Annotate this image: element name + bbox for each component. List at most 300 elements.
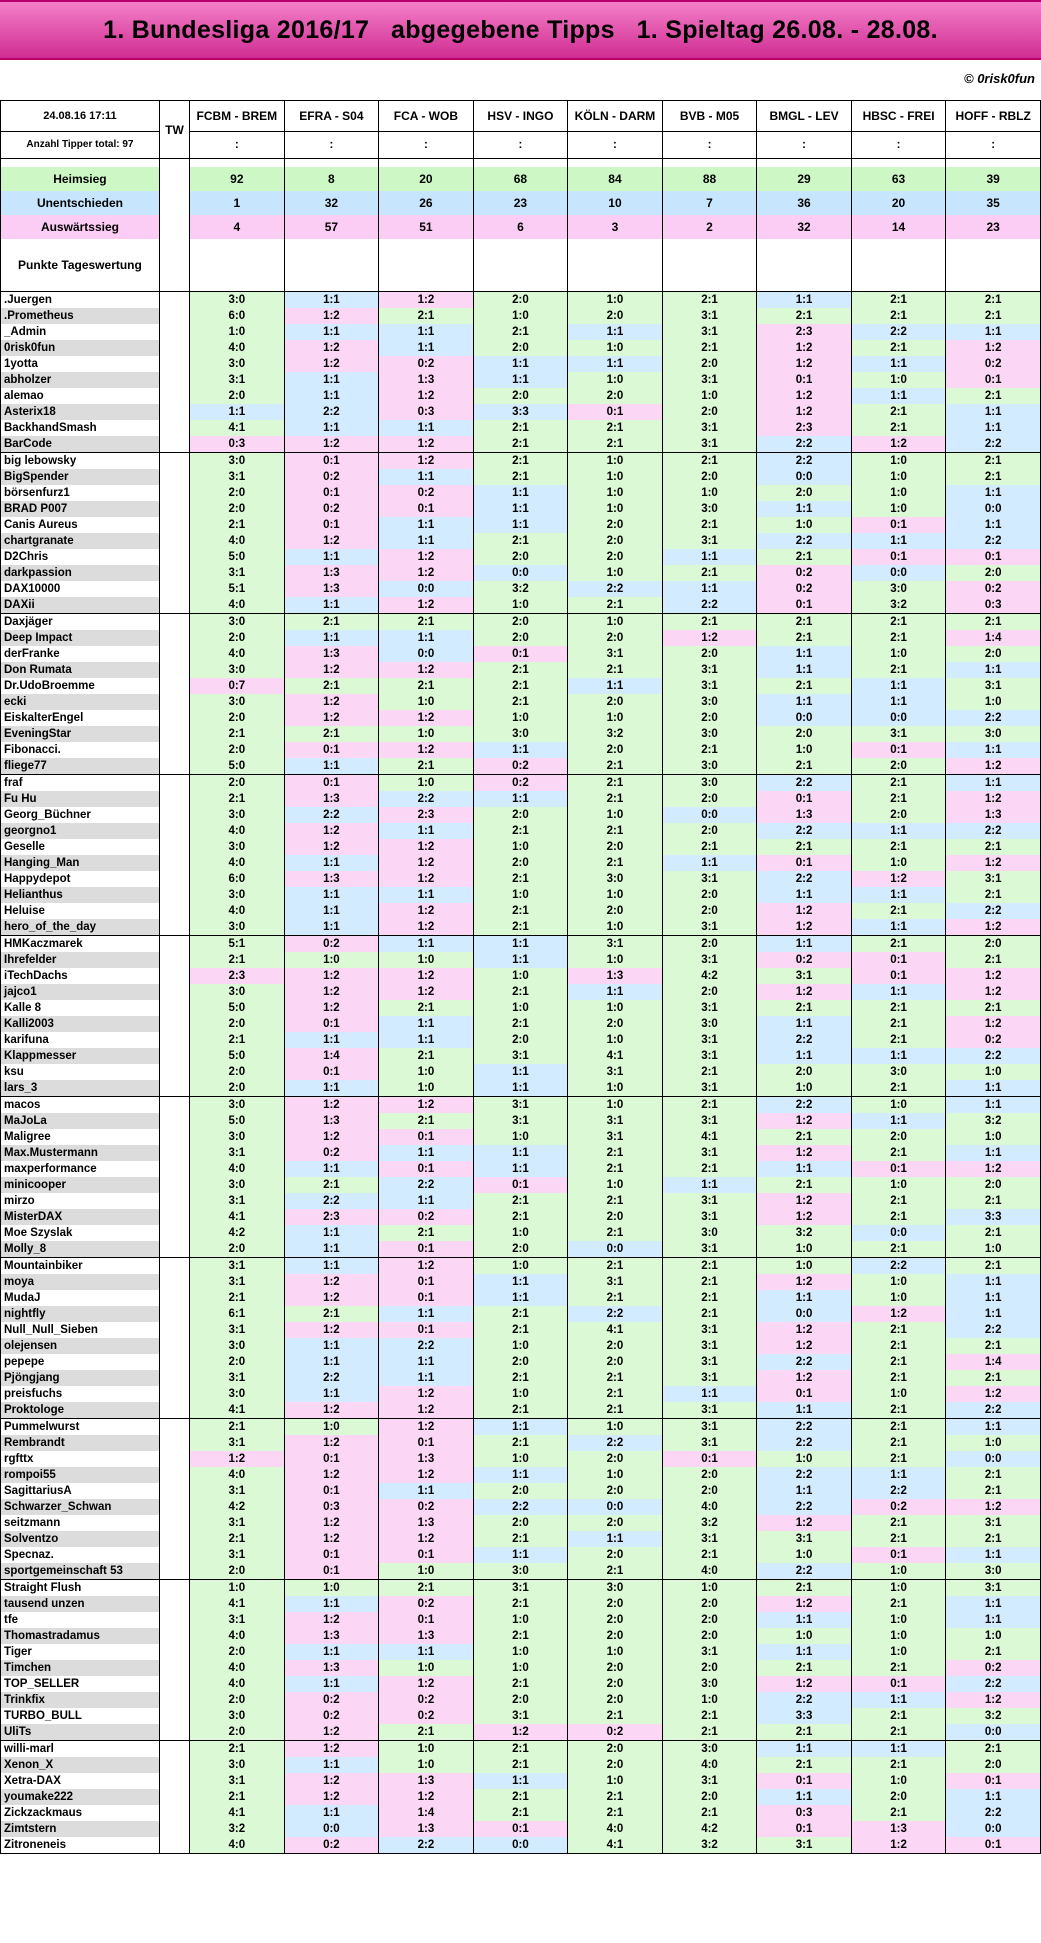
tw-cell (159, 1402, 189, 1419)
table-row (1, 871, 1041, 887)
tip-cell: 1:0 (851, 1290, 946, 1306)
tip-cell: 2:1 (473, 1596, 568, 1612)
tip-cell: 1:0 (946, 1435, 1041, 1451)
tip-cell: 3:1 (662, 1370, 757, 1386)
tip-cell: 2:1 (473, 1306, 568, 1322)
table-row (1, 1419, 1041, 1436)
tip-cell: 2:1 (379, 1000, 474, 1016)
tip-cell: 1:0 (946, 1064, 1041, 1080)
tip-cell: 2:1 (473, 1193, 568, 1209)
tip-cell: 0:0 (473, 565, 568, 581)
player-name: willi-marl (1, 1741, 160, 1758)
tip-cell: 1:0 (379, 1660, 474, 1676)
tw-cell (159, 581, 189, 597)
tip-cell: 1:2 (946, 1692, 1041, 1708)
tip-cell: 2:0 (568, 1483, 663, 1499)
table-row (1, 1000, 1041, 1016)
tip-cell: 1:1 (757, 1741, 852, 1758)
tw-cell (159, 1451, 189, 1467)
table-row (1, 1563, 1041, 1580)
tip-cell: 2:0 (946, 646, 1041, 662)
table-row (1, 1113, 1041, 1129)
table-row (1, 1161, 1041, 1177)
tip-cell: 1:2 (284, 1467, 379, 1483)
stat-value: 8 (284, 167, 379, 191)
tip-cell: 1:2 (757, 340, 852, 356)
points-cell (379, 239, 474, 292)
table-row (1, 565, 1041, 581)
tip-cell: 1:0 (473, 308, 568, 324)
table-row (1, 1773, 1041, 1789)
match-header-row (1, 101, 1041, 132)
tip-cell: 2:1 (851, 1370, 946, 1386)
tip-cell: 2:2 (946, 1322, 1041, 1338)
tip-cell: 2:0 (568, 1660, 663, 1676)
tip-cell: 3:1 (662, 1209, 757, 1225)
tip-cell: 6:0 (190, 871, 285, 887)
table-row (1, 855, 1041, 871)
tip-cell: 1:1 (851, 356, 946, 372)
date-time: 24.08.16 17:11 (1, 101, 160, 132)
tip-cell: 1:2 (757, 1515, 852, 1531)
tw-cell (159, 1032, 189, 1048)
table-row (1, 823, 1041, 839)
tip-cell: 2:3 (190, 968, 285, 984)
player-name: Molly_8 (1, 1241, 160, 1258)
tip-cell: 3:2 (473, 581, 568, 597)
tip-cell: 1:1 (379, 823, 474, 839)
player-name: Mountainbiker (1, 1258, 160, 1275)
tip-cell: 3:1 (662, 1338, 757, 1354)
stat-value: 1 (190, 191, 285, 215)
spacer-row (1, 159, 1041, 168)
tip-cell: 3:3 (757, 1708, 852, 1724)
table-row (1, 436, 1041, 453)
tw-cell (159, 1129, 189, 1145)
tw-cell (159, 533, 189, 549)
tip-cell: 2:0 (190, 485, 285, 501)
tip-cell: 2:1 (851, 420, 946, 436)
tip-cell: 2:1 (851, 1805, 946, 1821)
tip-cell: 2:0 (662, 1612, 757, 1628)
tip-cell: 1:2 (284, 968, 379, 984)
tip-cell: 2:1 (851, 630, 946, 646)
tip-cell: 0:2 (946, 356, 1041, 372)
tip-cell: 2:1 (946, 453, 1041, 470)
tip-cell: 2:1 (190, 791, 285, 807)
player-name: sportgemeinschaft 53 (1, 1563, 160, 1580)
tip-cell: 3:1 (662, 420, 757, 436)
tip-cell: 1:2 (284, 1290, 379, 1306)
player-name: Ihrefelder (1, 952, 160, 968)
tip-cell: 1:0 (473, 1129, 568, 1145)
tip-cell: 2:2 (851, 1483, 946, 1499)
tip-cell: 3:0 (662, 501, 757, 517)
tip-cell: 2:0 (568, 1209, 663, 1225)
tip-cell: 1:1 (946, 662, 1041, 678)
tip-cell: 2:0 (757, 485, 852, 501)
tip-cell: 2:1 (284, 1306, 379, 1322)
tip-cell: 0:2 (284, 936, 379, 953)
tip-cell: 2:0 (662, 903, 757, 919)
tw-cell (159, 1306, 189, 1322)
tip-cell: 1:1 (946, 420, 1041, 436)
tip-cell: 0:1 (851, 1547, 946, 1563)
tip-cell: 3:1 (190, 565, 285, 581)
player-name: ecki (1, 694, 160, 710)
player-name: EveningStar (1, 726, 160, 742)
tip-cell: 3:0 (190, 453, 285, 470)
tip-cell: 3:1 (946, 1515, 1041, 1531)
tip-cell: 2:1 (946, 1483, 1041, 1499)
tip-cell: 1:2 (379, 919, 474, 936)
table-row (1, 1676, 1041, 1692)
tip-cell: 2:0 (473, 1692, 568, 1708)
tip-cell: 2:1 (190, 1290, 285, 1306)
tip-cell: 1:2 (757, 388, 852, 404)
tip-cell: 0:1 (473, 1821, 568, 1837)
tip-cell: 2:1 (851, 1354, 946, 1370)
match-result: : (946, 132, 1041, 159)
table-row (1, 936, 1041, 953)
tip-cell: 1:0 (473, 1644, 568, 1660)
tip-cell: 1:0 (473, 710, 568, 726)
tip-cell: 2:2 (946, 903, 1041, 919)
tip-cell: 1:2 (946, 1016, 1041, 1032)
tw-cell (159, 1821, 189, 1837)
tip-cell: 0:2 (946, 1660, 1041, 1676)
table-row (1, 1402, 1041, 1419)
tip-cell: 1:1 (568, 678, 663, 694)
tip-cell: 1:2 (284, 662, 379, 678)
tip-cell: 0:2 (757, 952, 852, 968)
tip-cell: 2:0 (473, 855, 568, 871)
table-row (1, 1499, 1041, 1515)
tip-cell: 1:2 (757, 1193, 852, 1209)
tip-cell: 3:1 (662, 324, 757, 340)
table-row (1, 1451, 1041, 1467)
tip-cell: 3:1 (662, 662, 757, 678)
table-row (1, 324, 1041, 340)
tip-cell: 1:0 (851, 646, 946, 662)
tip-cell: 1:0 (757, 1080, 852, 1097)
player-name: Moe Szyslak (1, 1225, 160, 1241)
tip-cell: 1:1 (662, 855, 757, 871)
tip-cell: 0:2 (379, 1708, 474, 1724)
tip-cell: 2:1 (946, 952, 1041, 968)
tip-cell: 3:0 (190, 839, 285, 855)
table-row (1, 1612, 1041, 1628)
tip-cell: 2:2 (568, 1306, 663, 1322)
tip-cell: 1:1 (284, 1241, 379, 1258)
tip-cell: 2:1 (473, 823, 568, 839)
points-cell (757, 239, 852, 292)
match-header: FCBM - BREM (190, 101, 285, 132)
tip-cell: 1:2 (757, 1676, 852, 1692)
tip-cell: 1:0 (284, 952, 379, 968)
tip-cell: 1:1 (473, 936, 568, 953)
tip-cell: 1:2 (379, 968, 474, 984)
tip-cell: 2:1 (851, 1241, 946, 1258)
tip-cell: 1:1 (284, 1354, 379, 1370)
player-name: tausend unzen (1, 1596, 160, 1612)
stat-value: 57 (284, 215, 379, 239)
tip-cell: 3:1 (190, 1322, 285, 1338)
tip-cell: 0:2 (379, 356, 474, 372)
player-name: lars_3 (1, 1080, 160, 1097)
tip-cell: 3:1 (190, 1773, 285, 1789)
stat-value: 23 (473, 191, 568, 215)
tip-cell: 0:2 (946, 581, 1041, 597)
tip-cell: 1:1 (379, 936, 474, 953)
tip-cell: 2:1 (379, 308, 474, 324)
tip-cell: 0:1 (757, 855, 852, 871)
tip-cell: 1:0 (568, 919, 663, 936)
tip-cell: 2:0 (190, 742, 285, 758)
tip-cell: 2:1 (851, 662, 946, 678)
player-name: georgno1 (1, 823, 160, 839)
table-row (1, 308, 1041, 324)
tip-cell: 2:0 (473, 1354, 568, 1370)
table-row (1, 517, 1041, 533)
tip-cell: 3:1 (190, 1483, 285, 1499)
tip-cell: 2:0 (473, 630, 568, 646)
tip-cell: 3:0 (190, 1129, 285, 1145)
stat-value: 29 (757, 167, 852, 191)
player-name: Max.Mustermann (1, 1145, 160, 1161)
tip-cell: 2:1 (379, 614, 474, 631)
tip-cell: 1:0 (568, 1000, 663, 1016)
tip-cell: 2:1 (757, 1580, 852, 1597)
tip-cell: 0:2 (379, 1499, 474, 1515)
match-result: : (757, 132, 852, 159)
tip-cell: 0:1 (662, 1451, 757, 1467)
tip-cell: 2:0 (662, 1483, 757, 1499)
tip-cell: 1:2 (284, 1129, 379, 1145)
tip-cell: 3:2 (190, 1821, 285, 1837)
tip-cell: 1:1 (757, 887, 852, 903)
stat-value: 23 (946, 215, 1041, 239)
tip-cell: 2:0 (946, 565, 1041, 581)
tip-cell: 4:0 (190, 1676, 285, 1692)
stat-value: 36 (757, 191, 852, 215)
tip-cell: 3:0 (190, 887, 285, 903)
table-row (1, 292, 1041, 309)
player-name: Rembrandt (1, 1435, 160, 1451)
tip-cell: 2:0 (568, 549, 663, 565)
tip-cell: 3:3 (946, 1209, 1041, 1225)
tip-cell: 3:1 (190, 1435, 285, 1451)
tip-cell: 0:1 (379, 1274, 474, 1290)
tip-cell: 1:0 (568, 1773, 663, 1789)
tip-cell: 2:1 (757, 1177, 852, 1193)
tw-cell (159, 1241, 189, 1258)
player-name: TOP_SELLER (1, 1676, 160, 1692)
tip-cell: 4:2 (190, 1225, 285, 1241)
tip-cell: 1:2 (284, 1515, 379, 1531)
tip-cell: 3:1 (662, 1113, 757, 1129)
tip-cell: 2:1 (946, 1338, 1041, 1354)
player-name: tfe (1, 1612, 160, 1628)
tip-cell: 1:1 (568, 984, 663, 1000)
tip-cell: 1:0 (473, 887, 568, 903)
tip-cell: 2:0 (757, 726, 852, 742)
tip-cell: 2:0 (662, 1660, 757, 1676)
tip-cell: 1:0 (473, 1258, 568, 1275)
tip-cell: 4:1 (190, 1402, 285, 1419)
tip-cell: 2:2 (946, 1676, 1041, 1692)
tip-cell: 1:0 (757, 1258, 852, 1275)
tip-cell: 0:0 (946, 1724, 1041, 1741)
tip-cell: 1:4 (379, 1805, 474, 1821)
tip-cell: 3:1 (662, 372, 757, 388)
table-row (1, 1483, 1041, 1499)
tip-cell: 1:1 (379, 1306, 474, 1322)
tw-cell (159, 1628, 189, 1644)
player-name: Timchen (1, 1660, 160, 1676)
points-cell (473, 239, 568, 292)
tip-cell: 1:2 (379, 436, 474, 453)
tip-cell: 3:1 (568, 1274, 663, 1290)
tip-cell: 4:2 (662, 1821, 757, 1837)
tw-cell (159, 340, 189, 356)
points-cell (946, 239, 1041, 292)
player-name: Hanging_Man (1, 855, 160, 871)
table-row (1, 1660, 1041, 1676)
tip-cell: 2:2 (757, 1563, 852, 1580)
table-row (1, 340, 1041, 356)
player-name: Schwarzer_Schwan (1, 1499, 160, 1515)
tip-cell: 2:1 (946, 1467, 1041, 1483)
tip-cell: 2:1 (851, 775, 946, 792)
tip-cell: 2:0 (946, 1177, 1041, 1193)
tip-cell: 1:1 (946, 1097, 1041, 1114)
tip-cell: 0:0 (379, 581, 474, 597)
table-row (1, 420, 1041, 436)
tip-cell: 0:1 (379, 1547, 474, 1563)
tip-cell: 0:0 (379, 646, 474, 662)
tip-cell: 1:0 (568, 485, 663, 501)
tip-cell: 3:0 (662, 694, 757, 710)
tip-cell: 1:0 (757, 517, 852, 533)
tw-cell (159, 775, 189, 792)
tip-cell: 3:1 (757, 1531, 852, 1547)
stat-value: 32 (757, 215, 852, 239)
tip-cell: 3:1 (473, 1708, 568, 1724)
stat-value: 26 (379, 191, 474, 215)
match-result: : (284, 132, 379, 159)
match-result: : (379, 132, 474, 159)
table-row (1, 1386, 1041, 1402)
tip-cell: 1:1 (946, 1306, 1041, 1322)
tip-cell: 3:1 (662, 871, 757, 887)
points-cell (190, 239, 285, 292)
tw-cell (159, 372, 189, 388)
tip-cell: 2:2 (946, 1402, 1041, 1419)
tip-cell: 1:1 (473, 1419, 568, 1436)
tip-cell: 1:2 (379, 388, 474, 404)
tip-cell: 3:1 (662, 952, 757, 968)
tip-cell: 2:1 (473, 694, 568, 710)
tip-cell: 1:1 (284, 388, 379, 404)
tw-cell (159, 871, 189, 887)
player-name: seitzmann (1, 1515, 160, 1531)
tip-cell: 2:1 (568, 1805, 663, 1821)
table-row (1, 614, 1041, 631)
away-win-label: Auswärtssieg (1, 215, 160, 239)
tip-cell: 4:0 (190, 533, 285, 549)
tip-cell: 0:1 (851, 968, 946, 984)
tw-cell (159, 1708, 189, 1724)
tip-cell: 1:0 (568, 292, 663, 309)
table-row (1, 597, 1041, 614)
tip-cell: 4:0 (190, 597, 285, 614)
tip-cell: 2:0 (568, 1016, 663, 1032)
tip-cell: 1:1 (473, 1773, 568, 1789)
tw-cell (159, 1499, 189, 1515)
tip-cell: 3:1 (568, 936, 663, 953)
table-row (1, 1145, 1041, 1161)
tip-cell: 2:2 (757, 823, 852, 839)
tw-cell (159, 517, 189, 533)
tip-cell: 2:1 (473, 678, 568, 694)
tip-cell: 3:0 (190, 356, 285, 372)
tip-cell: 1:0 (568, 1032, 663, 1048)
table-row (1, 388, 1041, 404)
tip-cell: 1:0 (568, 1097, 663, 1114)
tip-cell: 1:2 (757, 1145, 852, 1161)
tip-cell: 2:1 (190, 1032, 285, 1048)
tip-cell: 1:2 (284, 984, 379, 1000)
tip-cell: 0:0 (568, 1241, 663, 1258)
tip-cell: 0:1 (757, 597, 852, 614)
tip-cell: 2:1 (851, 1708, 946, 1724)
tip-cell: 2:0 (473, 549, 568, 565)
tip-cell: 2:0 (851, 758, 946, 775)
player-name: Helianthus (1, 887, 160, 903)
tip-cell: 1:2 (284, 710, 379, 726)
tw-cell (159, 1354, 189, 1370)
tw-cell (159, 1676, 189, 1692)
table-row (1, 678, 1041, 694)
tw-cell (159, 1837, 189, 1854)
tip-cell: 0:2 (284, 1708, 379, 1724)
tip-cell: 1:1 (946, 1596, 1041, 1612)
tip-cell: 1:1 (851, 388, 946, 404)
tip-cell: 2:1 (851, 1757, 946, 1773)
tip-cell: 0:1 (851, 1161, 946, 1177)
tip-cell: 1:0 (757, 1628, 852, 1644)
tip-cell: 0:1 (473, 1177, 568, 1193)
tip-cell: 1:0 (568, 1644, 663, 1660)
tip-cell: 3:1 (568, 1064, 663, 1080)
tw-cell (159, 855, 189, 871)
match-header: HBSC - FREI (851, 101, 946, 132)
tip-cell: 1:0 (568, 1467, 663, 1483)
home-win-label: Heimsieg (1, 167, 160, 191)
tip-cell: 2:0 (190, 1692, 285, 1708)
player-name: BarCode (1, 436, 160, 453)
spacer-cell (190, 159, 285, 168)
tip-cell: 2:1 (662, 1274, 757, 1290)
tip-cell: 1:3 (284, 1628, 379, 1644)
tw-cell (159, 807, 189, 823)
tip-cell: 3:1 (473, 1113, 568, 1129)
tip-cell: 4:0 (568, 1821, 663, 1837)
tip-cell: 4:0 (190, 1837, 285, 1854)
tip-cell: 1:1 (662, 549, 757, 565)
tip-cell: 4:1 (662, 1129, 757, 1145)
